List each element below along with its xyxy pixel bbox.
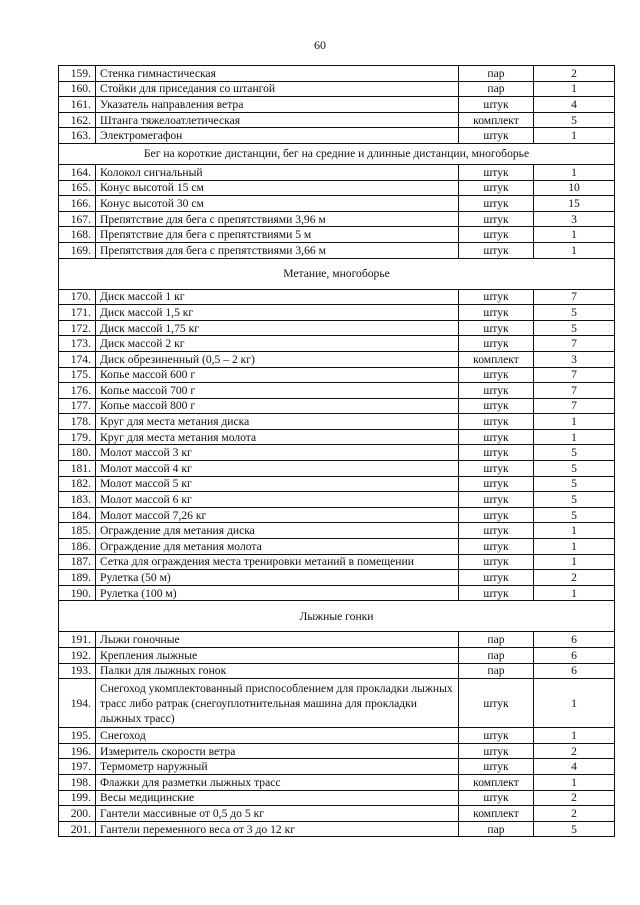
item-quantity: 2 [534,743,615,759]
item-name: Рулетка (50 м) [96,570,459,586]
item-number: 160. [59,81,96,97]
table-row [59,414,615,430]
item-quantity: 5 [534,305,615,321]
item-number: 170. [59,289,96,305]
table-row [59,632,615,648]
item-name: Ограждение для метания молота [96,539,459,555]
item-unit: штук [459,367,534,383]
page-number: 60 [314,38,326,52]
item-quantity: 1 [534,81,615,97]
item-name: Диск обрезиненный (0,5 – 2 кг) [96,351,459,367]
table-row [59,743,615,759]
table-row [59,398,615,414]
item-name: Стенка гимнастическая [96,66,459,82]
item-number: 162. [59,112,96,128]
item-unit: штук [459,445,534,461]
table-row [59,790,615,806]
item-quantity: 3 [534,351,615,367]
item-quantity: 1 [534,523,615,539]
item-quantity: 1 [534,554,615,570]
item-name: Копье массой 600 г [96,367,459,383]
item-unit: пар [459,66,534,82]
table-row [59,351,615,367]
item-name: Препятствие для бега с препятствиями 3,96 м [96,211,459,227]
item-name: Крепления лыжные [96,648,459,664]
table-row [59,242,615,258]
item-quantity: 1 [534,164,615,180]
item-number: 183. [59,492,96,508]
item-unit: штук [459,320,534,336]
item-name: Копье массой 700 г [96,383,459,399]
item-name: Гантели переменного веса от 3 до 12 кг [96,821,459,837]
item-quantity: 7 [534,383,615,399]
item-quantity: 1 [534,429,615,445]
section-title: Бег на короткие дистанции, бег на средние и длинные дистанции, многоборье [59,143,615,164]
item-quantity: 1 [534,585,615,601]
item-quantity: 6 [534,632,615,648]
item-name: Молот массой 4 кг [96,461,459,477]
table-row [59,429,615,445]
item-number: 161. [59,97,96,113]
item-name: Конус высотой 30 см [96,196,459,212]
table-row [59,476,615,492]
item-quantity: 15 [534,196,615,212]
item-number: 175. [59,367,96,383]
table-row [59,585,615,601]
item-number: 171. [59,305,96,321]
item-quantity: 5 [534,112,615,128]
item-unit: штук [459,429,534,445]
item-quantity: 2 [534,66,615,82]
item-unit: штук [459,414,534,430]
item-quantity: 3 [534,211,615,227]
table-row [59,663,615,679]
item-unit: штук [459,743,534,759]
item-unit: пар [459,663,534,679]
item-name: Весы медицинские [96,790,459,806]
table-row [59,112,615,128]
item-number: 165. [59,180,96,196]
item-unit: штук [459,585,534,601]
item-number: 166. [59,196,96,212]
item-name: Молот массой 3 кг [96,445,459,461]
item-name: Термометр наружный [96,759,459,775]
item-name: Снегоход укомплектованный приспособлением для прокладки лыжных трасс либо ратрак (снегоуплотнительная машина для прокладки лыжных трасс) [96,679,459,728]
section-title: Метание, многоборье [59,258,615,289]
item-number: 196. [59,743,96,759]
item-quantity: 5 [534,476,615,492]
item-unit: пар [459,632,534,648]
item-name: Диск массой 2 кг [96,336,459,352]
item-quantity: 1 [534,774,615,790]
item-name: Электромегафон [96,128,459,144]
item-name: Ограждение для метания диска [96,523,459,539]
item-name: Препятствие для бега с препятствиями 5 м [96,227,459,243]
table-row [59,445,615,461]
item-unit: штук [459,383,534,399]
item-unit: штук [459,128,534,144]
table-row [59,821,615,837]
item-unit: штук [459,196,534,212]
section-header-row [59,143,615,164]
item-unit: штук [459,227,534,243]
table-row [59,774,615,790]
item-unit: штук [459,461,534,477]
item-quantity: 2 [534,790,615,806]
table-row [59,648,615,664]
item-quantity: 5 [534,821,615,837]
item-quantity: 7 [534,367,615,383]
item-number: 186. [59,539,96,555]
item-name: Штанга тяжелоатлетическая [96,112,459,128]
table-row [59,128,615,144]
item-unit: комплект [459,806,534,822]
item-unit: штук [459,679,534,728]
item-number: 168. [59,227,96,243]
item-quantity: 7 [534,289,615,305]
table-row [59,492,615,508]
item-number: 193. [59,663,96,679]
item-quantity: 1 [534,539,615,555]
item-quantity: 4 [534,97,615,113]
table-row [59,164,615,180]
item-unit: штук [459,523,534,539]
item-number: 177. [59,398,96,414]
item-name: Копье массой 800 г [96,398,459,414]
item-name: Лыжи гоночные [96,632,459,648]
item-name: Молот массой 7,26 кг [96,507,459,523]
item-quantity: 1 [534,679,615,728]
table-row [59,227,615,243]
item-number: 167. [59,211,96,227]
section-header-row [59,601,615,632]
equipment-table-body [59,66,615,837]
item-quantity: 5 [534,461,615,477]
item-number: 187. [59,554,96,570]
item-unit: штук [459,476,534,492]
item-unit: штук [459,759,534,775]
item-number: 189. [59,570,96,586]
item-quantity: 1 [534,128,615,144]
item-unit: штук [459,164,534,180]
item-unit: штук [459,97,534,113]
item-unit: штук [459,790,534,806]
item-name: Диск массой 1 кг [96,289,459,305]
item-unit: штук [459,398,534,414]
item-number: 169. [59,242,96,258]
item-quantity: 6 [534,648,615,664]
item-name: Диск массой 1,5 кг [96,305,459,321]
item-unit: штук [459,242,534,258]
table-row [59,367,615,383]
table-row [59,679,615,728]
table-row [59,336,615,352]
table-row [59,554,615,570]
item-unit: пар [459,648,534,664]
table-row [59,507,615,523]
item-number: 163. [59,128,96,144]
item-name: Рулетка (100 м) [96,585,459,601]
table-row [59,305,615,321]
table-row [59,806,615,822]
table-row [59,180,615,196]
item-quantity: 7 [534,398,615,414]
item-number: 174. [59,351,96,367]
item-name: Молот массой 5 кг [96,476,459,492]
item-number: 172. [59,320,96,336]
table-row [59,539,615,555]
item-number: 190. [59,585,96,601]
item-number: 192. [59,648,96,664]
item-quantity: 5 [534,445,615,461]
item-unit: штук [459,507,534,523]
table-row [59,97,615,113]
item-number: 199. [59,790,96,806]
item-quantity: 4 [534,759,615,775]
item-number: 201. [59,821,96,837]
item-unit: штук [459,554,534,570]
item-number: 178. [59,414,96,430]
table-row [59,570,615,586]
item-name: Молот массой 6 кг [96,492,459,508]
item-quantity: 1 [534,414,615,430]
item-number: 179. [59,429,96,445]
item-name: Стойки для приседания со штангой [96,81,459,97]
item-unit: комплект [459,351,534,367]
item-quantity: 10 [534,180,615,196]
item-number: 191. [59,632,96,648]
item-unit: пар [459,821,534,837]
item-number: 182. [59,476,96,492]
table-row [59,728,615,744]
table-row [59,66,615,82]
item-quantity: 5 [534,507,615,523]
item-unit: штук [459,211,534,227]
item-quantity: 5 [534,492,615,508]
item-quantity: 2 [534,570,615,586]
item-number: 200. [59,806,96,822]
item-number: 180. [59,445,96,461]
item-name: Гантели массивные от 0,5 до 5 кг [96,806,459,822]
table-row [59,759,615,775]
table-row [59,461,615,477]
table-row [59,211,615,227]
item-quantity: 2 [534,806,615,822]
table-row [59,523,615,539]
table-row [59,320,615,336]
item-name: Конус высотой 15 см [96,180,459,196]
item-number: 194. [59,679,96,728]
item-unit: комплект [459,774,534,790]
item-name: Флажки для разметки лыжных трасс [96,774,459,790]
item-name: Измеритель скорости ветра [96,743,459,759]
item-name: Препятствия для бега с препятствиями 3,66 м [96,242,459,258]
item-name: Сетка для ограждения места тренировки метаний в помещении [96,554,459,570]
item-quantity: 1 [534,728,615,744]
item-number: 198. [59,774,96,790]
section-header-row [59,258,615,289]
item-number: 164. [59,164,96,180]
section-title: Лыжные гонки [59,601,615,632]
item-name: Палки для лыжных гонок [96,663,459,679]
item-name: Колокол сигнальный [96,164,459,180]
item-quantity: 1 [534,242,615,258]
table-row [59,196,615,212]
item-quantity: 7 [534,336,615,352]
item-name: Круг для места метания молота [96,429,459,445]
item-number: 181. [59,461,96,477]
table-row [59,81,615,97]
item-number: 195. [59,728,96,744]
item-unit: комплект [459,112,534,128]
item-name: Указатель направления ветра [96,97,459,113]
item-name: Снегоход [96,728,459,744]
item-unit: штук [459,539,534,555]
item-number: 184. [59,507,96,523]
item-unit: штук [459,289,534,305]
item-quantity: 6 [534,663,615,679]
item-unit: штук [459,305,534,321]
item-unit: штук [459,570,534,586]
table-row [59,289,615,305]
item-quantity: 5 [534,320,615,336]
equipment-table [58,65,615,837]
item-unit: штук [459,180,534,196]
item-number: 173. [59,336,96,352]
item-quantity: 1 [534,227,615,243]
item-number: 159. [59,66,96,82]
item-unit: штук [459,728,534,744]
item-unit: штук [459,492,534,508]
item-number: 176. [59,383,96,399]
table-row [59,383,615,399]
item-unit: пар [459,81,534,97]
item-name: Диск массой 1,75 кг [96,320,459,336]
item-number: 197. [59,759,96,775]
item-number: 185. [59,523,96,539]
item-unit: штук [459,336,534,352]
item-name: Круг для места метания диска [96,414,459,430]
